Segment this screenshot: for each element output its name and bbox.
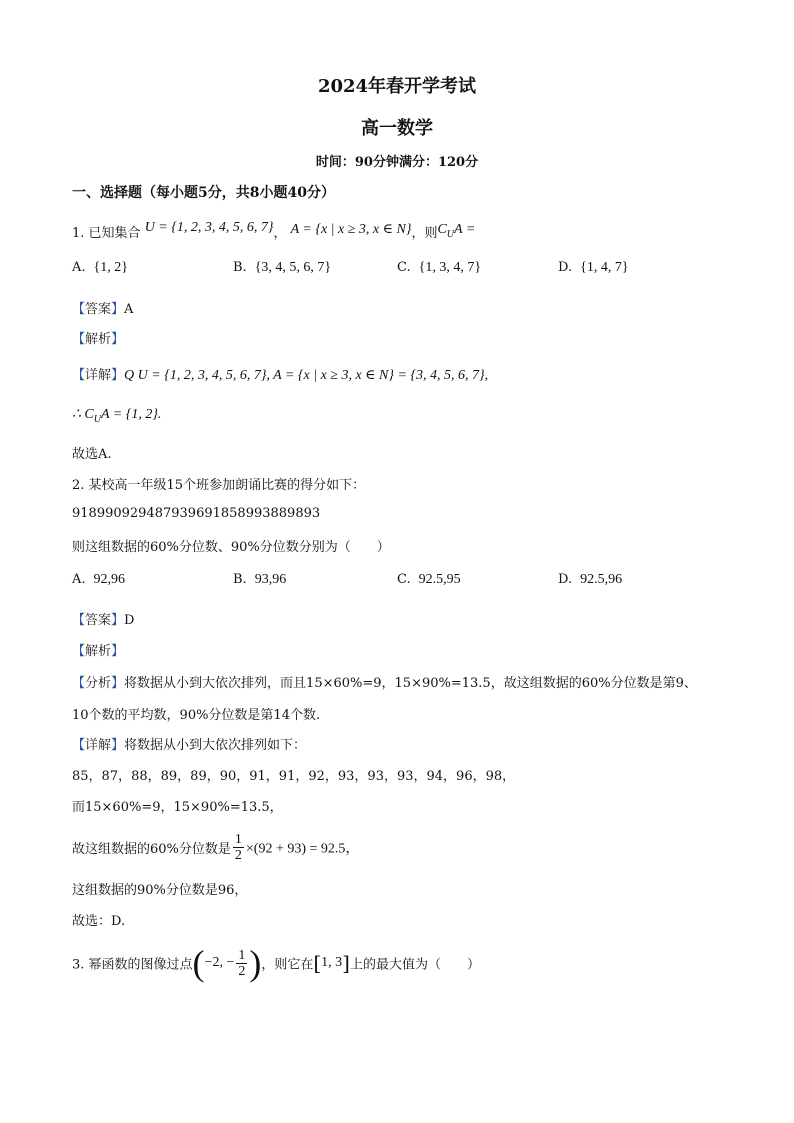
q2-conclusion: 故选：D. xyxy=(72,914,126,929)
q2-sorted-data: 85，87，88，89，89，90，91，91，92，93，93，93，94，96，98， xyxy=(72,769,516,784)
q1-therefore: ∴ $C_UA = \{1$, 2}. xyxy=(72,407,162,425)
q1-set-u: U = {1, 2, 3, 4, 5, 6, 7} xyxy=(144,220,274,235)
q1-comma: ， xyxy=(273,226,287,241)
q1-complement: $C_UA$ = xyxy=(437,222,476,240)
time-info: 时间：90分钟满分：120分 xyxy=(315,155,479,170)
q2-p90-line: 这组数据的90%分位数是96， xyxy=(72,883,248,898)
q1-detail-math: Q U = {1, 2, 3, 4, 5, 6, 7}, A = {x | x ≥ 3, x ∈ N} = {3, 4, 5, 6, 7}, xyxy=(124,368,489,383)
q2-calc-line: 而15×60%=9，15×90%=13.5， xyxy=(72,800,283,815)
exam-title: 2024年春开学考试 xyxy=(317,76,477,97)
q2-question: 则这组数据的60%分位数、90%分位数分别为（ ） xyxy=(72,540,390,555)
question-2-stem: 2. 某校高一年级15个班参加朗诵比赛的得分如下： xyxy=(72,478,366,493)
q2-fraction: $\frac{1}{2}$ xyxy=(234,832,242,863)
q2-detail: 【详解】将数据从小到大依次排列如下： xyxy=(72,738,307,753)
q1-option-d: D. {1, 4, 7} xyxy=(558,260,629,275)
q2-data-line: 918990929487939691858993889893 xyxy=(72,506,321,521)
q1-option-a: A. {1, 2} xyxy=(72,260,128,275)
q2-option-b: B. 93,96 xyxy=(233,572,287,587)
section-heading: 一、选择题（每小题5分，共8小题40分） xyxy=(72,185,335,201)
q2-option-c: C. 92.5,95 xyxy=(397,572,461,587)
q1-prefix: 1. 已知集合 xyxy=(72,226,141,241)
q3-fraction: $\frac{1}{2}$ xyxy=(238,947,246,979)
q2-analysis-label: 【解析】 xyxy=(72,644,125,659)
subject-title: 高一数学 xyxy=(361,118,433,139)
q2-answer: 【答案】D xyxy=(72,613,135,628)
question-3-stem: 3. 幂函数的图像过点(−2, − $\frac{1}{2}$ )，则它在[1, 3]上的最大值为（ ） xyxy=(72,943,480,983)
q1-option-b: B. {3, 4, 5, 6, 7} xyxy=(233,260,332,275)
q1-conclusion: 故选A. xyxy=(72,447,112,462)
q1-analysis-label: 【解析】 xyxy=(72,332,125,347)
q1-option-c: C. {1, 3, 4, 7} xyxy=(397,260,482,275)
q1-then: ，则 xyxy=(411,226,438,241)
q2-fenxi-line2: 10个数的平均数，90%分位数是第14个数. xyxy=(72,708,321,723)
question-1-stem xyxy=(72,222,475,244)
q1-set-a: A = {x | x ≥ 3, x ∈ N} xyxy=(290,222,412,237)
q2-option-d: D. 92.5,96 xyxy=(558,572,623,587)
q2-option-a: A. 92,96 xyxy=(72,572,126,587)
q1-detail: 【详解】Q U = {1, 2, 3, 4, 5, 6, 7}, A = {x | x ≥ 3, x ∈ N} = {3, 4, 5, 6, 7}, xyxy=(72,368,489,383)
q2-fenxi: 【分析】将数据从小到大依次排列，而且15×60%=9，15×90%=13.5，故这组数据的60%分位数是第9、 xyxy=(72,676,697,691)
q1-answer: 【答案】A xyxy=(72,302,134,317)
q2-p60-line: 故这组数据的60%分位数是 $\frac{1}{2}$ ×(92 + 93) = 92.5， xyxy=(72,832,360,863)
